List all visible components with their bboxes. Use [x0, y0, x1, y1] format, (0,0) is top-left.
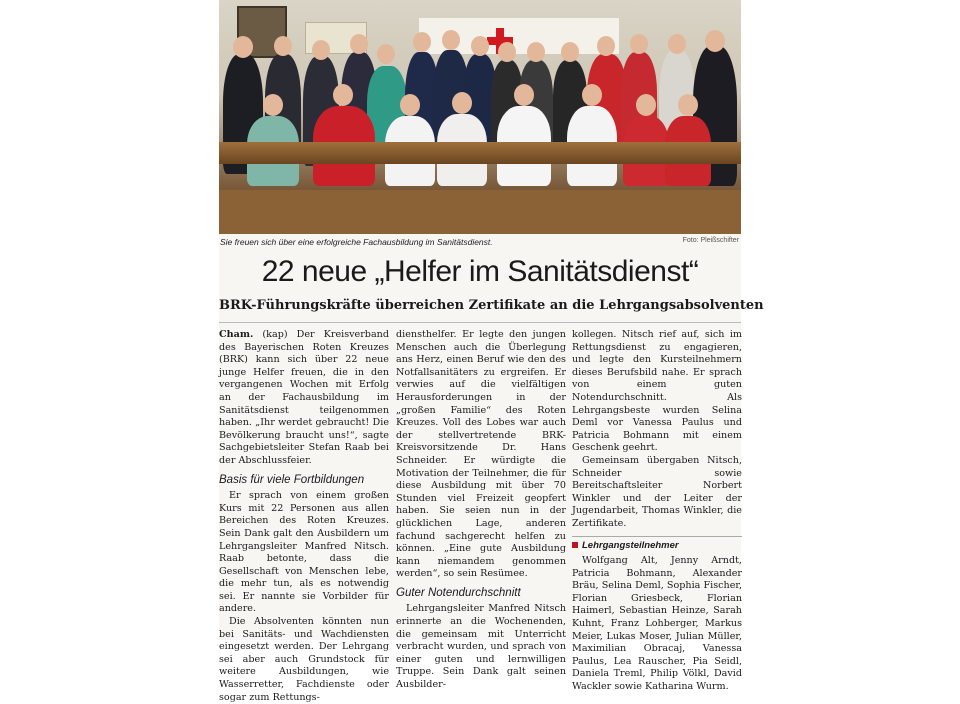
- participants-box-title: [572, 536, 742, 553]
- article-column-3: [572, 329, 742, 694]
- paragraph-text: (kap) Der Kreisverband des Bayerischen Roten Kreuzes (BRK) kann sich über 22 neue junge Helfer freuen, die in den vergangenen Wochen mit Erfolg an der Fachausbildung im Sanitätsdienst teilgenommen haben. „Ihr werdet gebraucht! Die Bevölkerung braucht uns!“, sagte Sachgebietsleiter Stefan Raab bei der Abschlussfeier.: [219, 329, 389, 466]
- article-column-1: [219, 329, 389, 704]
- paragraph: diensthelfer. Er legte den jungen Menschen auch die Überlegung ans Herz, einen Beruf wie den des Notfallsanitäters zu ergreifen. Er verwies auf die vielfältigen Herausforderungen in der „großen Familie“ des Roten Kreuzes. Voll des Lobes war auch der stellvertretende BRK-Kreisvorsitzende Dr. Hans Schneider. Er würdigte die Motivation der Teilnehmer, die für diese Ausbildung mit über 70 Stunden viel Freizeit geopfert haben. Sie seien nun in der glücklichen Lage, anderen fachund sachgerecht helfen zu können. „Eine gute Ausbildung kann niemandem genommen werden“, so sein Resümee.: [396, 329, 566, 580]
- photo-caption: [219, 237, 741, 249]
- photo-credit: Foto: Pleißschifter: [682, 237, 739, 244]
- dateline: Cham.: [219, 329, 254, 340]
- paragraph: Lehrgangsleiter Manfred Nitsch erinnerte an die Wochenenden, die gemeinsam mit Unterricht verbracht wurden, und sprach von einer guten und lernwilligen Truppe. Sein Dank galt seinen Ausbilder-: [396, 603, 566, 691]
- box-title-text: Lehrgangsteilnehmer: [582, 539, 679, 551]
- section-heading: Basis für viele Fortbildungen: [219, 473, 365, 486]
- article-column-2: [396, 329, 566, 692]
- headline: 22 neue „Helfer im Sanitätsdienst“: [261, 255, 699, 288]
- table: [219, 142, 741, 164]
- paragraph: Die Absolventen könnten nun bei Sanitäts- und Wachdiensten eingesetzt werden. Der Lehrgang sei aber auch Grundstock für weitere Ausbildungen, wie Wasserretter, Fachdienste oder sogar zum Rettungs-: [219, 616, 389, 703]
- paragraph: Gemeinsam übergaben Nitsch, Schneider sowie Bereitschaftsleiter Norbert Winkler und der Leiter der Jugendarbeit, Thomas Winkler, die Zertifikate.: [572, 454, 742, 529]
- group-photo: [219, 0, 741, 234]
- participants-list: Wolfgang Alt, Jenny Arndt, Patricia Bohmann, Alexander Bräu, Selina Deml, Sophia Fischer, Florian Griesbeck, Florian Haimerl, Sebastian Heinze, Sarah Kuhnt, Franz Lohberger, Markus Meier, Lukas Moser, Julian Müller, Maximilian Obracaj, Vanessa Paulus, Lea Rauscher, Pia Seidl, Daniela Treml, Philip Völkl, David Wackler sowie Katharina Wurm.: [572, 555, 742, 693]
- paragraph: [219, 329, 389, 468]
- paragraph: Er sprach von einem großen Kurs mit 22 Personen aus allen Bereichen des Roten Kreuzes. Sein Dank galt den Ausbildern um Lehrgangsleiter Manfred Nitsch. Raab betonte, dass die Gesellschaft von Menschen lebe, die mehr tun, als es notwendig sei. Er nannte sie Vorbilder für andere.: [219, 490, 389, 615]
- bullet-square-icon: [572, 542, 578, 548]
- floor: [219, 190, 741, 234]
- subheadline: BRK-Führungskräfte überreichen Zertifikate an die Lehrgangsabsolventen: [219, 298, 764, 313]
- caption-text: Sie freuen sich über eine erfolgreiche Fachausbildung im Sanitätsdienst.: [220, 237, 493, 247]
- newspaper-clipping: [219, 0, 764, 703]
- paragraph: kollegen. Nitsch rief auf, sich im Rettungsdienst zu engagieren, und legte den Kursteilnehmern dieses Berufsbild nahe. Er sprach von einem guten Notendurchschnitt. Als Lehrgangsbeste wurden Selina Deml vor Vanessa Paulus und Patricia Bohmann mit einem Geschenk geehrt.: [572, 329, 742, 454]
- section-heading: Guter Notendurchschnitt: [396, 586, 521, 599]
- divider: [219, 322, 741, 323]
